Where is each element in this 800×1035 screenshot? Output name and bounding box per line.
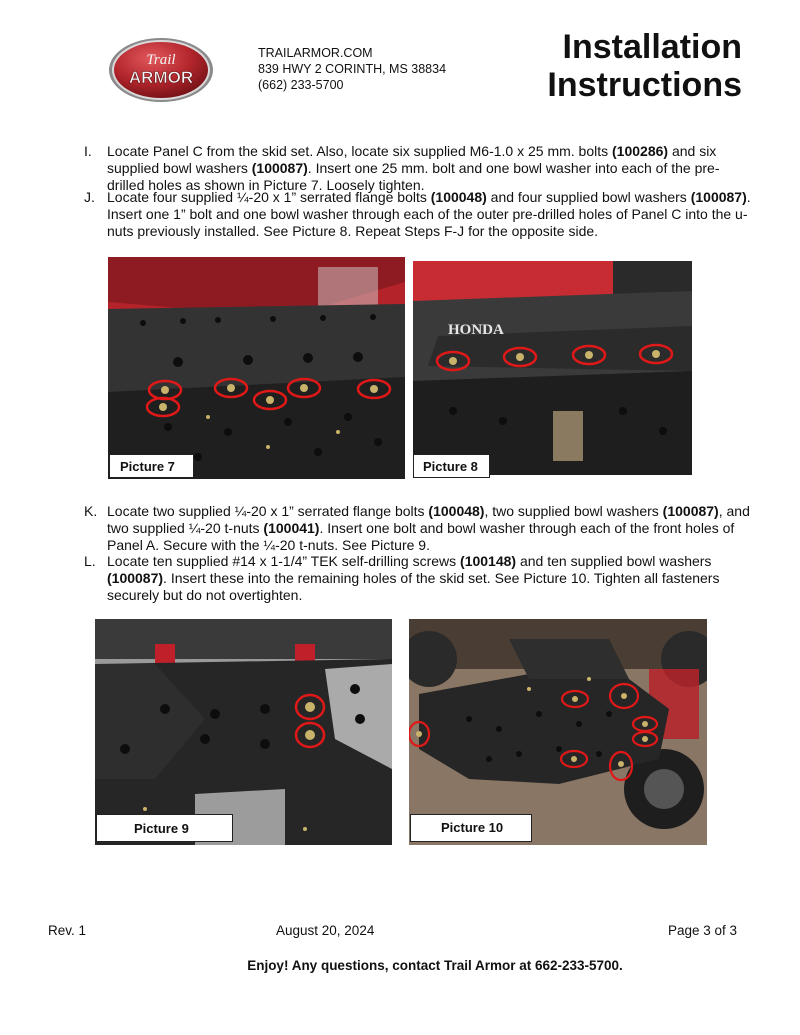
picture-7-photo xyxy=(108,257,405,479)
step-label: K. xyxy=(84,503,98,519)
step-text-segment: Locate ten supplied #14 x 1-1/4” TEK self-drilling screws xyxy=(107,553,461,569)
page-title xyxy=(547,28,742,104)
part-number: (100041) xyxy=(263,520,320,536)
step-text-segment: , two supplied bowl washers xyxy=(484,503,663,519)
step-text xyxy=(107,553,754,604)
caption-text: Picture 8 xyxy=(423,459,478,474)
step-i xyxy=(84,143,754,194)
step-k xyxy=(84,503,754,554)
picture-8-caption xyxy=(413,454,490,478)
step-text xyxy=(107,189,754,240)
caption-text: Picture 9 xyxy=(134,821,189,836)
contact-line: Enjoy! Any questions, contact Trail Armor at 662-233-5700. xyxy=(247,958,623,973)
picture-10-caption xyxy=(410,814,532,842)
part-number: (100087) xyxy=(107,570,164,586)
picture-8-photo xyxy=(413,261,692,475)
picture-9-photo xyxy=(95,619,392,845)
honda-brand-text: HONDA xyxy=(448,322,504,338)
logo-text-armor: ARMOR xyxy=(128,68,194,87)
step-text-segment: and four supplied bowl washers xyxy=(486,189,691,205)
step-text xyxy=(107,143,754,194)
step-text-segment: . Insert one bolt and bowl washer through each of the front holes of Panel A. Secure with the ¼-20 t-nuts. See Picture 9. xyxy=(107,520,735,553)
part-number: (100087) xyxy=(662,503,719,519)
step-text-segment: Locate Panel C from the skid set. Also, locate six supplied M6-1.0 x 25 mm. bolts xyxy=(107,143,613,159)
company-phone: (662) 233-5700 xyxy=(258,78,344,92)
picture-10-photo xyxy=(409,619,707,845)
part-number: (100048) xyxy=(428,503,485,519)
company-website: TRAILARMOR.COM xyxy=(258,46,373,60)
part-number: (100286) xyxy=(612,143,669,159)
page-number: Page 3 of 3 xyxy=(667,923,737,938)
step-text-segment: and ten supplied bowl washers xyxy=(516,553,712,569)
step-label: L. xyxy=(84,553,96,569)
caption-text: Picture 10 xyxy=(441,820,504,835)
step-text-segment: and six supplied bowl washers xyxy=(107,143,717,176)
caption-text: Picture 7 xyxy=(120,459,175,474)
title-line-1: Installation xyxy=(562,28,742,66)
revision-date: August 20, 2024 xyxy=(276,923,375,938)
part-number: (100048) xyxy=(430,189,487,205)
trail-armor-logo xyxy=(108,37,214,103)
step-l xyxy=(84,553,754,604)
step-label: J. xyxy=(84,189,95,205)
step-text-segment: . Insert one 25 mm. bolt and one bowl washer into each of the pre-drilled holes as shown in Picture 7. Loosely tighten. xyxy=(107,160,720,193)
step-text-segment: . Insert one 1” bolt and one bowl washer through each of the outer pre-drilled holes of Panel C into the u-nuts previously installed. See Picture 8. Repeat Steps F-J for the opposite side. xyxy=(107,189,751,239)
part-number: (100148) xyxy=(460,553,517,569)
step-text-segment: Locate two supplied ¼-20 x 1” serrated flange bolts xyxy=(107,503,429,519)
part-number: (100087) xyxy=(690,189,747,205)
title-line-2: Instructions xyxy=(547,66,742,104)
logo-text-trail: Trail xyxy=(146,52,176,68)
step-text xyxy=(107,503,754,554)
company-address: 839 HWY 2 CORINTH, MS 38834 xyxy=(258,62,447,76)
revision-label: Rev. 1 xyxy=(48,923,87,938)
picture-9-caption xyxy=(96,814,233,842)
part-number: (100087) xyxy=(251,160,308,176)
step-j xyxy=(84,189,754,240)
step-text-segment: , and two supplied ¼-20 t-nuts xyxy=(107,503,750,536)
picture-7-caption xyxy=(109,454,194,478)
step-text-segment: . Insert these into the remaining holes of the skid set. See Picture 10. Tighten all fasteners securely but do not overtighten. xyxy=(107,570,720,603)
step-label: I. xyxy=(84,143,92,159)
step-text-segment: Locate four supplied ¼-20 x 1” serrated flange bolts xyxy=(107,189,431,205)
